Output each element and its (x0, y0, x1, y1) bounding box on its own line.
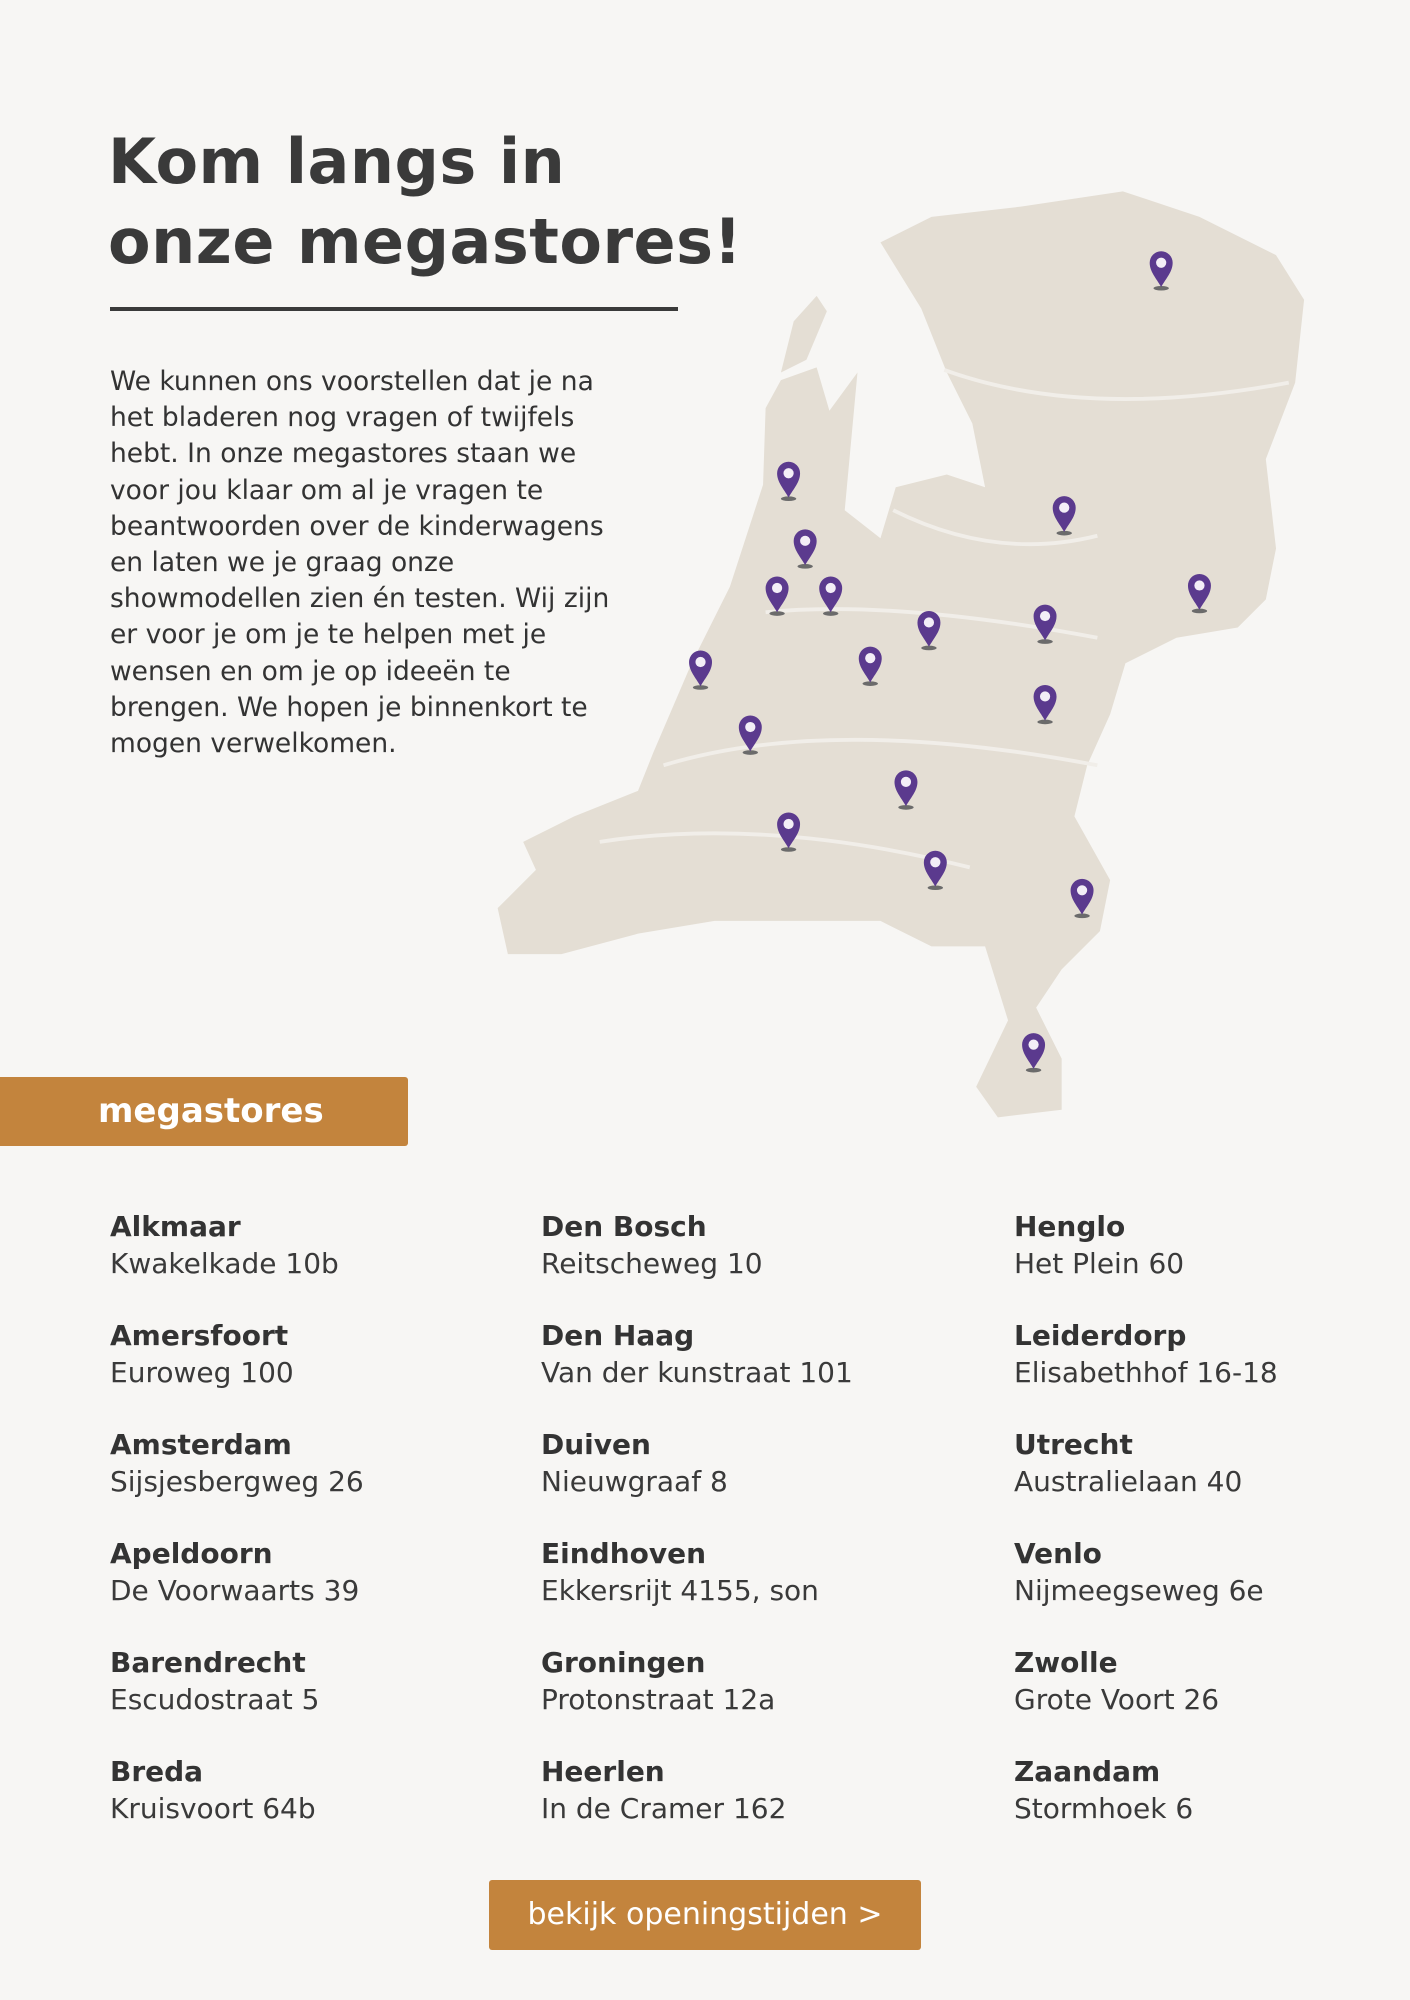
title-line-1: Kom langs in (108, 125, 566, 198)
store-city: Apeldoorn (110, 1537, 273, 1570)
store-city: Amsterdam (110, 1428, 292, 1461)
store-address: Elisabethhof 16-18 (1014, 1356, 1278, 1389)
store-city: Leiderdorp (1014, 1319, 1187, 1352)
store-address: Escudostraat 5 (110, 1683, 320, 1716)
store-item (1014, 1753, 1193, 1827)
store-address: Australielaan 40 (1014, 1465, 1243, 1498)
page-title (108, 122, 742, 282)
store-city: Heerlen (541, 1755, 665, 1788)
store-item (1014, 1426, 1242, 1500)
store-city: Groningen (541, 1646, 706, 1679)
store-item (541, 1753, 786, 1827)
store-item (110, 1426, 364, 1500)
map-landmass (498, 191, 1304, 1117)
store-city: Zwolle (1014, 1646, 1118, 1679)
store-address: Sijsjesbergweg 26 (110, 1465, 364, 1498)
megastores-section-label: megastores (0, 1077, 408, 1146)
store-item (110, 1535, 359, 1609)
store-address: Het Plein 60 (1014, 1247, 1185, 1280)
store-item (541, 1317, 853, 1391)
store-item (541, 1535, 819, 1609)
store-city: Alkmaar (110, 1210, 241, 1243)
store-item (1014, 1644, 1219, 1718)
store-address: Reitscheweg 10 (541, 1247, 763, 1280)
store-city: Utrecht (1014, 1428, 1133, 1461)
store-item (110, 1753, 316, 1827)
store-address: Kwakelkade 10b (110, 1247, 339, 1280)
store-address: Van der kunstraat 101 (541, 1356, 853, 1389)
store-city: Barendrecht (110, 1646, 306, 1679)
store-item (1014, 1317, 1278, 1391)
store-city: Amersfoort (110, 1319, 289, 1352)
opening-hours-button[interactable]: bekijk openingstijden > (489, 1880, 921, 1950)
store-address: Euroweg 100 (110, 1356, 294, 1389)
store-address: Kruisvoort 64b (110, 1792, 316, 1825)
store-city: Henglo (1014, 1210, 1126, 1243)
title-line-2: onze megastores! (108, 205, 743, 278)
store-city: Venlo (1014, 1537, 1102, 1570)
store-item (110, 1317, 294, 1391)
intro-paragraph: We kunnen ons voorstellen dat je na het bladeren nog vragen of twijfels hebt. In onze megastores staan we voor jou klaar om al je vragen te beantwoorden over de kinderwagens en laten we je graag onze showmodellen zien én testen. Wij zijn er voor je om je te helpen met je wensen en om je op ideeën te brengen. We hopen je binnenkort te mogen verwelkomen. (110, 366, 610, 760)
store-address: In de Cramer 162 (541, 1792, 787, 1825)
store-item (541, 1426, 728, 1500)
store-item (110, 1208, 339, 1282)
store-address: Ekkersrijt 4155, son (541, 1574, 819, 1607)
store-address: Grote Voort 26 (1014, 1683, 1220, 1716)
store-city: Eindhoven (541, 1537, 707, 1570)
title-divider (110, 307, 678, 311)
map-island (781, 296, 827, 373)
store-address: Nijmeegseweg 6e (1014, 1574, 1264, 1607)
store-item (541, 1644, 775, 1718)
store-city: Den Haag (541, 1319, 695, 1352)
store-item (110, 1644, 319, 1718)
store-address: Protonstraat 12a (541, 1683, 776, 1716)
store-item (1014, 1535, 1264, 1609)
store-address: Stormhoek 6 (1014, 1792, 1194, 1825)
store-item (541, 1208, 763, 1282)
store-item (1014, 1208, 1184, 1282)
store-city: Breda (110, 1755, 204, 1788)
store-address: Nieuwgraaf 8 (541, 1465, 728, 1498)
store-address: De Voorwaarts 39 (110, 1574, 360, 1607)
store-city: Den Bosch (541, 1210, 707, 1243)
store-city: Duiven (541, 1428, 651, 1461)
store-city: Zaandam (1014, 1755, 1161, 1788)
